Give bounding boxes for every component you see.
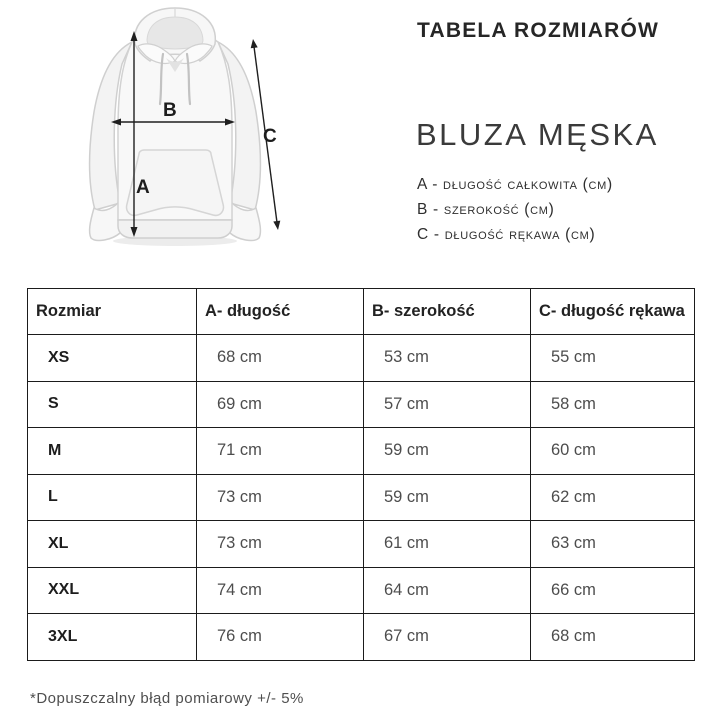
size-cell: XXL	[28, 567, 197, 614]
header-size: Rozmiar	[28, 289, 197, 335]
value-cell-a: 69 cm	[197, 381, 364, 428]
table-row	[28, 381, 695, 428]
value-cell-b: 67 cm	[364, 614, 531, 661]
value-cell-c: 66 cm	[531, 567, 695, 614]
table-row	[28, 428, 695, 475]
size-cell: S	[28, 381, 197, 428]
header-width: B- szerokość	[364, 289, 531, 335]
product-title: BLUZA MĘSKA	[416, 117, 659, 152]
value-cell-b: 59 cm	[364, 474, 531, 521]
tolerance-footnote: *Dopuszczalny błąd pomiarowy +/- 5%	[30, 690, 304, 707]
value-cell-b: 53 cm	[364, 335, 531, 382]
value-cell-a: 76 cm	[197, 614, 364, 661]
table-row	[28, 521, 695, 568]
size-table-head	[28, 289, 695, 335]
hoodie-illustration	[60, 0, 320, 262]
hoodie-diagram-svg	[60, 0, 320, 262]
size-cell: XS	[28, 335, 197, 382]
header-length: A- długość	[197, 289, 364, 335]
table-row	[28, 614, 695, 661]
value-cell-c: 63 cm	[531, 521, 695, 568]
size-cell: M	[28, 428, 197, 475]
value-cell-a: 68 cm	[197, 335, 364, 382]
value-cell-a: 73 cm	[197, 474, 364, 521]
page-title: TABELA ROZMIARÓW	[417, 19, 659, 42]
header-row	[28, 289, 695, 335]
size-table-body	[28, 335, 695, 661]
value-cell-b: 64 cm	[364, 567, 531, 614]
size-cell: 3XL	[28, 614, 197, 661]
marker-a-label: A	[136, 177, 150, 198]
value-cell-a: 73 cm	[197, 521, 364, 568]
marker-c-label: C	[263, 126, 277, 147]
header-sleeve: C- długość rękawa	[531, 289, 695, 335]
value-cell-c: 55 cm	[531, 335, 695, 382]
value-cell-a: 74 cm	[197, 567, 364, 614]
value-cell-b: 57 cm	[364, 381, 531, 428]
value-cell-c: 60 cm	[531, 428, 695, 475]
legend-line-b: B - szerokość (cm)	[417, 201, 555, 218]
value-cell-a: 71 cm	[197, 428, 364, 475]
size-cell: XL	[28, 521, 197, 568]
value-cell-c: 68 cm	[531, 614, 695, 661]
table-row	[28, 567, 695, 614]
size-table	[27, 288, 695, 661]
size-cell: L	[28, 474, 197, 521]
value-cell-b: 61 cm	[364, 521, 531, 568]
legend-line-a: A - długość całkowita (cm)	[417, 176, 613, 193]
marker-b-label: B	[163, 100, 177, 121]
value-cell-b: 59 cm	[364, 428, 531, 475]
legend-line-c: C - długość rękawa (cm)	[417, 226, 596, 243]
value-cell-c: 62 cm	[531, 474, 695, 521]
table-row	[28, 474, 695, 521]
measurement-legend	[417, 172, 613, 247]
table-row	[28, 335, 695, 382]
value-cell-c: 58 cm	[531, 381, 695, 428]
